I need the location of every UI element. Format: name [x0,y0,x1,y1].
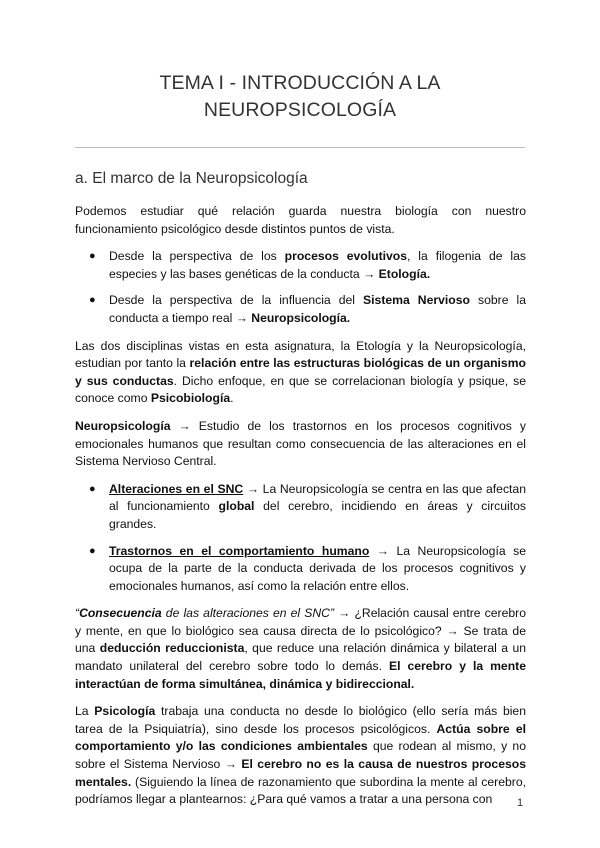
paragraph-psicologia: La Psicología trabaja una conducta no desde lo biológico (ello sería más bien tarea de la Psiquiatría), sino desde los procesos psicológicos. Actúa sobre el comportamiento y/o las condiciones ambientales que rodean al mismo, y no sobre el Sistema Nervioso → El cerebro no es la causa de nuestros procesos mentales. (Siguiendo la línea de razonamiento que subordina la mente al cerebro, podríamos llegar a plantearnos: ¿Para qué vamos a tratar a una persona con [75,704,526,807]
paragraph-psicobiologia: Las dos disciplinas vistas en esta asignatura, la Etología y la Neuropsicología, estudian por tanto la relación entre las estructuras biológicas de un organismo y sus conductas. Dicho enfoque, en que se correlacionan biología y psique, se conoce como Psicobiología. [75,338,526,406]
list-item-alteraciones: ● Alteraciones en el SNC → La Neuropsicología se centra en las que afectan al funcionamiento global del cerebro, incidiendo en áreas y circuitos grandes. [89,481,526,531]
paragraph-intro: Podemos estudiar qué relación guarda nuestra biología con nuestro funcionamiento psicológico desde distintos puntos de vista. [75,204,526,236]
list-item-neuropsicologia: ● Desde la perspectiva de la influencia del Sistema Nervioso sobre la conducta a tiempo real → Neuropsicología. [89,293,526,325]
section-heading: a. El marco de la Neuropsicología [75,170,308,187]
bullet-icon: ● [89,544,96,557]
page-title [0,70,600,124]
bullet-icon: ● [89,482,96,495]
bullet-icon: ● [89,294,96,307]
paragraph-definition: Neuropsicología → Estudio de los trastornos en los procesos cognitivos y emocionales humanos que resultan como consecuencia de las alteraciones en el Sistema Nervioso Central. [75,418,526,469]
title-divider [75,147,525,148]
page-number: 1 [517,797,524,809]
title-line-2: NEUROPSICOLOGÍA [203,99,397,121]
bullet-icon: ● [89,250,96,263]
title-line-1: TEMA I - INTRODUCCIÓN A LA [159,72,441,94]
body-content [75,203,526,819]
bullet-list-perspectives [75,248,526,327]
list-item-etologia: ● Desde la perspectiva de los procesos evolutivos, la filogenia de las especies y las bases genéticas de la conducta → Etología. [89,249,527,281]
list-item-trastornos: ● Trastornos en el comportamiento humano → La Neuropsicología se ocupa de la parte de la conducta derivada de los procesos cognitivos y emocionales humanos, así como la relación entre ellos. [89,543,526,593]
bullet-list-neuropsicologia [75,481,526,596]
paragraph-consecuencia: “Consecuencia de las alteraciones en el SNC” → ¿Relación causal entre cerebro y mente, en que lo biológico sea causa directa de lo psicológico? → Se trata de una deducción reduccionista, que reduce una relación dinámica y bilateral a un mandato unilateral del cerebro sobre todo lo demás. El cerebro y la mente interactúan de forma simultánea, dinámica y bidireccional. [75,606,526,691]
